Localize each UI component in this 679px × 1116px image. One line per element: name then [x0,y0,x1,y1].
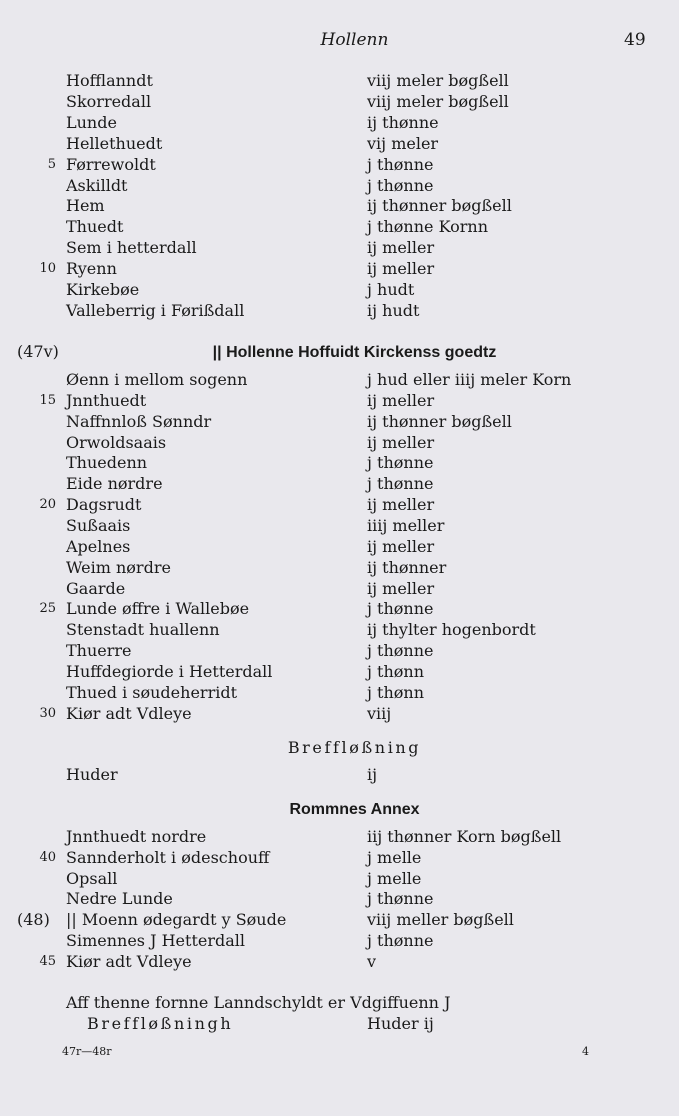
section-heading-rommnes-annex: Rommnes Annex [289,801,420,818]
rent-amount: ij thylter hogenbordt [367,620,536,640]
farm-name: Huder [66,765,118,784]
farm-name: Huffdegiorde i Hetterdall [66,661,273,681]
farm-name: Jnnthuedt [66,390,147,410]
entry-row [0,661,679,682]
farm-name: Eide nørdre [66,474,163,494]
rent-amount: j thønne Kornn [367,217,488,237]
farm-name: Stenstadt huallenn [66,620,220,640]
closing-text-2-left: Breffløßningh [87,1014,234,1033]
rent-amount: ij meller [367,238,435,258]
entry-row [0,390,679,411]
entry-row [0,473,679,494]
entry-row [0,91,679,112]
rent-amount: j thønne [367,453,434,473]
farm-name: Simennes J Hetterdall [66,931,246,950]
farm-name: Thuedenn [66,453,148,473]
farm-name: Sem i hetterdall [66,238,197,258]
entry-row [0,640,679,661]
farm-name: Sannderholt i ødeschouff [66,847,270,867]
farm-name: Kirkebøe [66,280,140,299]
entry-row [0,216,679,237]
rent-amount: v [367,951,377,971]
running-title: Hollenn [320,30,389,50]
entry-row [0,536,679,557]
closing-text-1: Aff thenne fornne Lanndschyldt er Vdgiffuenn J [66,993,451,1012]
rent-amount: j thønne [367,931,434,950]
rent-amount: ij meller [367,432,435,452]
farm-name: Orwoldsaais [66,432,167,452]
line-number: 10 [39,261,56,277]
entry-row [0,909,679,930]
farm-name: Skorredall [66,91,152,111]
closing-line-2 [0,1013,679,1034]
page-number: 49 [624,30,646,50]
entry-row [0,557,679,578]
entry-row [0,175,679,196]
rent-amount: viij [367,703,392,723]
entry-row [0,764,679,785]
entry-row [0,703,679,724]
entry-row [0,112,679,133]
entry-row [0,515,679,536]
line-number: 30 [39,705,56,721]
footer-sheet-number: 4 [582,1045,589,1058]
rent-amount: j thønne [367,889,434,909]
entry-row [0,682,679,703]
farm-name: || Moenn ødegardt y Søude [66,910,287,930]
line-number: 45 [39,953,56,969]
entry-row [0,494,679,515]
line-number: 25 [39,601,56,617]
entry-row [0,888,679,909]
entry-row [0,411,679,432]
line-number: 15 [39,392,56,408]
rent-amount: ij thønner [367,557,447,577]
rent-amount: ij hudt [367,300,420,320]
farm-name: Kiør adt Vdleye [66,951,192,971]
folio-ref: (48) [17,910,50,930]
rent-amount: j melle [367,847,422,867]
footer-folio-range: 47r—48r [62,1045,112,1058]
farm-name: Hellethuedt [66,133,163,153]
rent-amount: j thønne [367,599,434,619]
farm-name: Gaarde [66,578,126,598]
rent-amount: viij meler bøgßell [367,71,509,90]
farm-name: Apelnes [66,536,131,556]
entry-row [0,578,679,599]
rent-amount: viij meler bøgßell [367,91,509,111]
entry-row [0,195,679,216]
entry-row [0,369,679,390]
rent-amount: iiij meller [367,515,445,535]
rent-amount: ij meller [367,390,435,410]
farm-name: Valleberrig i Førißdall [66,300,245,320]
rent-amount: ij thønne [367,112,439,132]
rent-amount: j hudt [367,280,415,299]
entry-row [0,826,679,847]
farm-name: Førrewoldt [66,154,156,174]
rent-amount: ij [367,765,378,784]
closing-text-2-right: Huder ij [367,1014,434,1033]
farm-name: Naffnnloß Sønndr [66,411,212,431]
rent-amount: ij meller [367,495,435,515]
farm-name: Sußaais [66,515,131,535]
rent-amount: viij meller bøgßell [367,910,514,930]
section-heading-kirckenss-goedtz: || Hollenne Hoffuidt Kirckenss goedtz [212,344,497,361]
entry-row [0,619,679,640]
entry-row [0,237,679,258]
rent-amount: ij thønner bøgßell [367,411,512,431]
rent-amount: vij meler [367,133,439,153]
entry-row [0,279,679,300]
rent-amount: ij thønner bøgßell [367,196,512,216]
farm-name: Lunde [66,112,117,132]
farm-name: Lunde øffre i Wallebøe [66,599,250,619]
entry-row [0,598,679,619]
rent-amount: j melle [367,868,422,888]
farm-name: Askilldt [66,175,128,195]
rent-amount: j thønn [367,661,425,681]
line-number: 20 [39,497,56,513]
entry-row [0,133,679,154]
entry-row [0,70,679,91]
farm-name: Opsall [66,868,118,888]
farm-name: Thuedt [66,217,124,237]
line-number: 40 [39,849,56,865]
entry-row [0,432,679,453]
rent-amount: j thønne [367,641,434,661]
rent-amount: ij meller [367,578,435,598]
farm-name: Hem [66,196,105,216]
farm-name: Kiør adt Vdleye [66,703,192,723]
entry-row [0,868,679,889]
entry-row [0,951,679,972]
rent-amount: iij thønner Korn bøgßell [367,827,562,846]
rent-amount: j thønne [367,175,434,195]
farm-name: Thued i søudeherridt [66,682,237,702]
farm-name: Weim nørdre [66,557,171,577]
entry-row [0,930,679,951]
rent-amount: j thønne [367,474,434,494]
farm-name: Nedre Lunde [66,889,173,909]
farm-name: Hofflanndt [66,71,153,90]
rent-amount: j thønne [367,154,434,174]
entry-row [0,452,679,473]
entry-row [0,258,679,279]
entry-row [0,300,679,321]
rent-amount: j hud eller iiij meler Korn [367,370,572,389]
farm-name: Ryenn [66,259,117,279]
farm-name: Thuerre [66,641,132,661]
entry-row [0,154,679,175]
farm-name: Øenn i mellom sogenn [66,370,248,389]
section-heading-brefflosning: Breffløßning [287,738,422,757]
rent-amount: ij meller [367,259,435,279]
farm-name: Dagsrudt [66,495,142,515]
farm-name: Jnnthuedt nordre [66,827,207,846]
line-number: 5 [47,156,56,172]
folio-ref-47v: (47v) [17,342,59,361]
rent-amount: j thønn [367,682,425,702]
entry-row [0,847,679,868]
rent-amount: ij meller [367,536,435,556]
closing-line-1 [0,992,679,1013]
